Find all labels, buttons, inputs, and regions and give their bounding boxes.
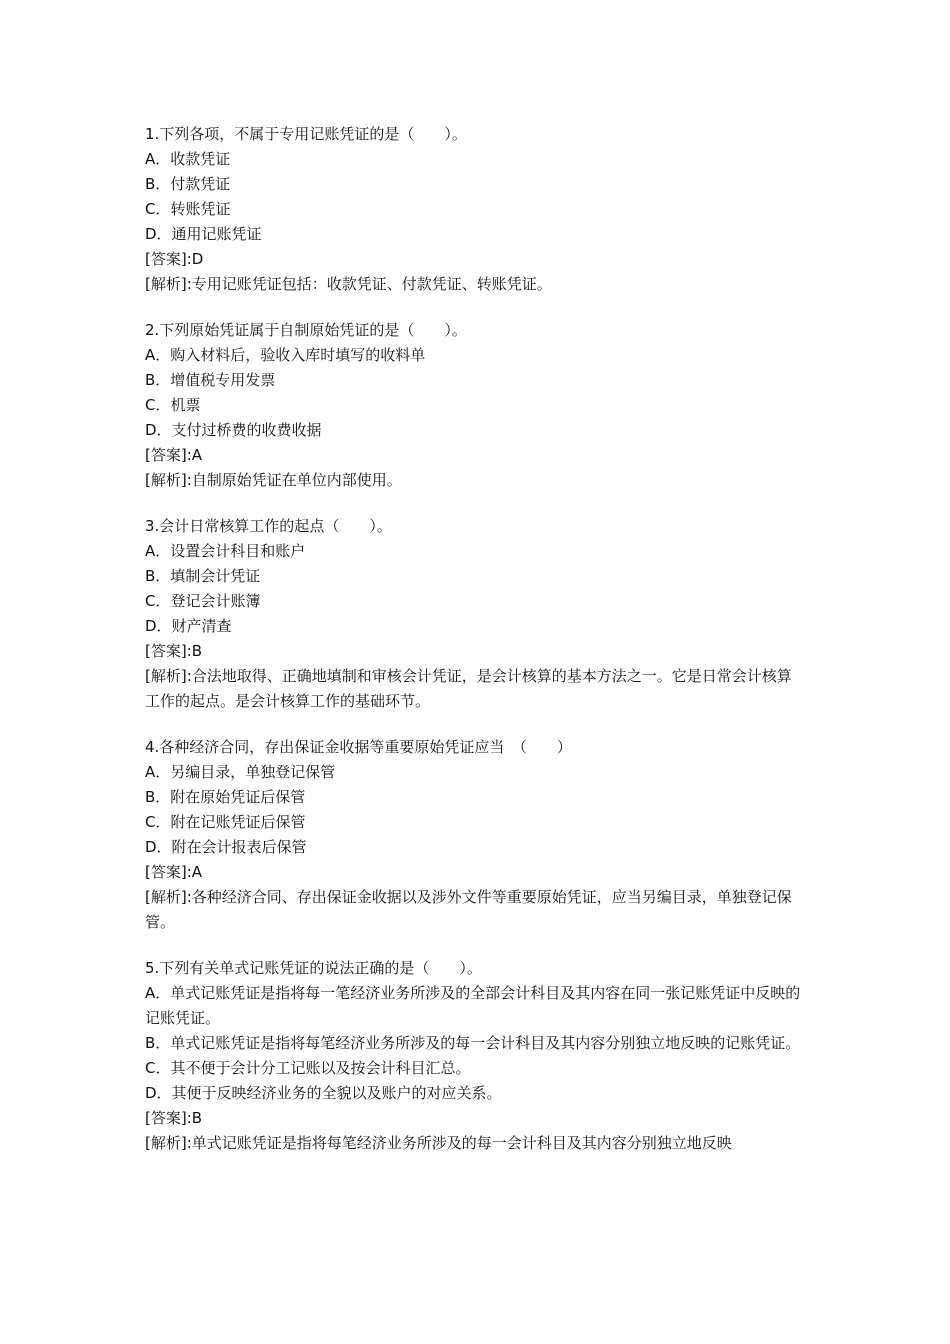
option-c: C．登记会计账簿	[145, 592, 261, 610]
option-a: A．单式记账凭证是指将每一笔经济业务所涉及的全部会计科目及其内容在同一张记账凭证中反映的记账凭证。	[145, 984, 801, 1027]
option-b: B．单式记账凭证是指将每笔经济业务所涉及的每一会计科目及其内容分别独立地反映的记账凭证。	[145, 1034, 801, 1052]
option-a: A．收款凭证	[145, 150, 231, 168]
option-b: B．附在原始凭证后保管	[145, 788, 306, 806]
question-3	[145, 514, 805, 714]
option-c: C．机票	[145, 396, 201, 414]
option-a: A．购入材料后，验收入库时填写的收料单	[145, 346, 426, 364]
document-page	[145, 122, 805, 1177]
answer-line: [答案]:A	[145, 863, 203, 881]
analysis-line: [解析]:各种经济合同、存出保证金收据以及涉外文件等重要原始凭证，应当另编目录，单独登记保管。	[145, 888, 792, 931]
option-c: C．转账凭证	[145, 200, 231, 218]
option-c: C．附在记账凭证后保管	[145, 813, 306, 831]
question-stem: 1.下列各项，不属于专用记账凭证的是（ ）。	[145, 125, 467, 143]
option-d: D．附在会计报表后保管	[145, 838, 307, 856]
option-a: A．另编目录，单独登记保管	[145, 763, 336, 781]
option-a: A．设置会计科目和账户	[145, 542, 306, 560]
question-stem: 3.会计日常核算工作的起点（ ）。	[145, 517, 392, 535]
option-d: D．通用记账凭证	[145, 225, 262, 243]
question-stem: 5.下列有关单式记账凭证的说法正确的是（ ）。	[145, 959, 482, 977]
analysis-line: [解析]:自制原始凭证在单位内部使用。	[145, 471, 402, 489]
question-4	[145, 735, 805, 935]
question-stem: 2.下列原始凭证属于自制原始凭证的是（ ）。	[145, 321, 467, 339]
option-c: C．其不便于会计分工记账以及按会计科目汇总。	[145, 1059, 471, 1077]
question-stem: 4.各种经济合同，存出保证金收据等重要原始凭证应当 （ ）	[145, 738, 572, 756]
question-2	[145, 318, 805, 493]
question-5	[145, 956, 805, 1156]
option-b: B．增值税专用发票	[145, 371, 276, 389]
option-d: D．支付过桥费的收费收据	[145, 421, 322, 439]
analysis-line: [解析]:专用记账凭证包括：收款凭证、付款凭证、转账凭证。	[145, 275, 552, 293]
answer-line: [答案]:B	[145, 1109, 203, 1127]
option-d: D．其便于反映经济业务的全貌以及账户的对应关系。	[145, 1084, 502, 1102]
analysis-line: [解析]:单式记账凭证是指将每笔经济业务所涉及的每一会计科目及其内容分别独立地反映	[145, 1134, 732, 1152]
option-b: B．付款凭证	[145, 175, 231, 193]
question-1	[145, 122, 805, 297]
answer-line: [答案]:B	[145, 642, 203, 660]
answer-line: [答案]:A	[145, 446, 203, 464]
answer-line: [答案]:D	[145, 250, 204, 268]
analysis-line: [解析]:合法地取得、正确地填制和审核会计凭证，是会计核算的基本方法之一。它是日常会计核算工作的起点。是会计核算工作的基础环节。	[145, 667, 792, 710]
option-d: D．财产清查	[145, 617, 232, 635]
option-b: B．填制会计凭证	[145, 567, 261, 585]
